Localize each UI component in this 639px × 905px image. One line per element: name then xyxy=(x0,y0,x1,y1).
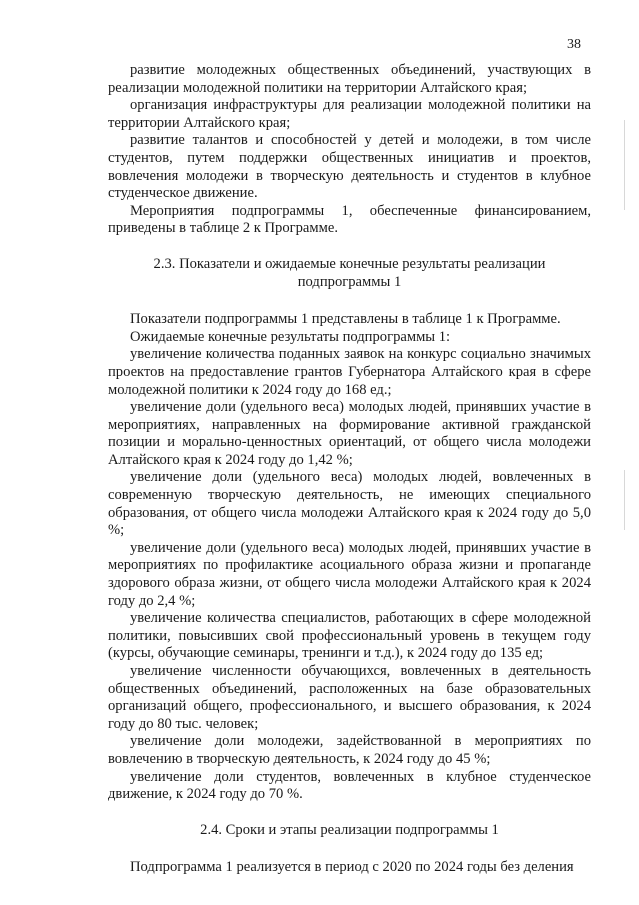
body-paragraph: развитие молодежных общественных объединений, участвующих в реализации молодежной политики на территории Алтайского края; xyxy=(108,62,591,96)
page-number: 38 xyxy=(567,37,581,52)
list-item: увеличение количества поданных заявок на конкурс социально значимых проектов на предоставление грантов Губернатора Алтайского края в сфере молодежной политики к 2024 году до 168 ед.; xyxy=(108,346,591,398)
spacer xyxy=(108,291,591,311)
scan-edge-mark xyxy=(624,120,625,210)
section-heading-2-4: 2.4. Сроки и этапы реализации подпрограммы 1 xyxy=(200,821,499,838)
list-item: увеличение доли молодежи, задействованной в мероприятиях по вовлечению в творческую деятельность, к 2024 году до 45 %; xyxy=(108,733,591,767)
list-item: увеличение доли студентов, вовлеченных в клубное студенческое движение, к 2024 году до 70 %. xyxy=(108,768,591,803)
list-item: увеличение доли (удельного веса) молодых людей, принявших участие в мероприятиях по профилактике асоциального образа жизни и пропаганде здорового образа жизни, от общего числа молодежи Алтайского края к 2024 году до 2,4 %; xyxy=(108,539,591,609)
list-item: увеличение доли (удельного веса) молодых людей, принявших участие в мероприятиях, направленных на формирование активной гражданской позиции и морально-ценностных ориентаций, от общего числа молодежи Алтайского края к 2024 году до 1,42 %; xyxy=(108,399,591,468)
page-body xyxy=(108,62,591,877)
body-paragraph: организация инфраструктуры для реализации молодежной политики на территории Алтайского края; xyxy=(108,97,591,131)
section-heading-2-3: 2.3. Показатели и ожидаемые конечные результаты реализации подпрограммы 1 xyxy=(153,255,546,290)
spacer xyxy=(108,839,591,859)
list-item: увеличение количества специалистов, работающих в сфере молодежной политики, повысивших свой профессиональный уровень в текущем году (курсы, обучающие семинары, тренинги и т.д.), к 2024 году до 135 ед; xyxy=(108,610,591,662)
body-paragraph: Мероприятия подпрограммы 1, обеспеченные финансированием, приведены в таблице 2 к Программе. xyxy=(108,202,591,237)
body-paragraph: Ожидаемые конечные результаты подпрограммы 1: xyxy=(130,328,451,345)
scan-edge-mark xyxy=(624,470,625,530)
spacer xyxy=(108,804,591,822)
list-item: увеличение численности обучающихся, вовлеченных в деятельность общественных объединений, расположенных на базе образовательных организаций общего, профессионального, и высшего образования, к 2024 году до 80 тыс. человек; xyxy=(108,663,591,732)
list-item: увеличение доли (удельного веса) молодых людей, вовлеченных в современную творческую деятельность, не имеющих специального образования, от общего числа молодежи Алтайского края к 2024 году до 5,0 %; xyxy=(108,469,591,539)
body-paragraph: Подпрограмма 1 реализуется в период с 2020 по 2024 годы без деления xyxy=(130,859,574,876)
body-paragraph: Показатели подпрограммы 1 представлены в таблице 1 к Программе. xyxy=(130,311,561,328)
spacer xyxy=(108,238,591,256)
body-paragraph: развитие талантов и способностей у детей и молодежи, в том числе студентов, путем поддержки общественных инициатив и проектов, вовлечения молодежи в творческую деятельность и студентов в клубное студенческое движение. xyxy=(108,132,591,202)
